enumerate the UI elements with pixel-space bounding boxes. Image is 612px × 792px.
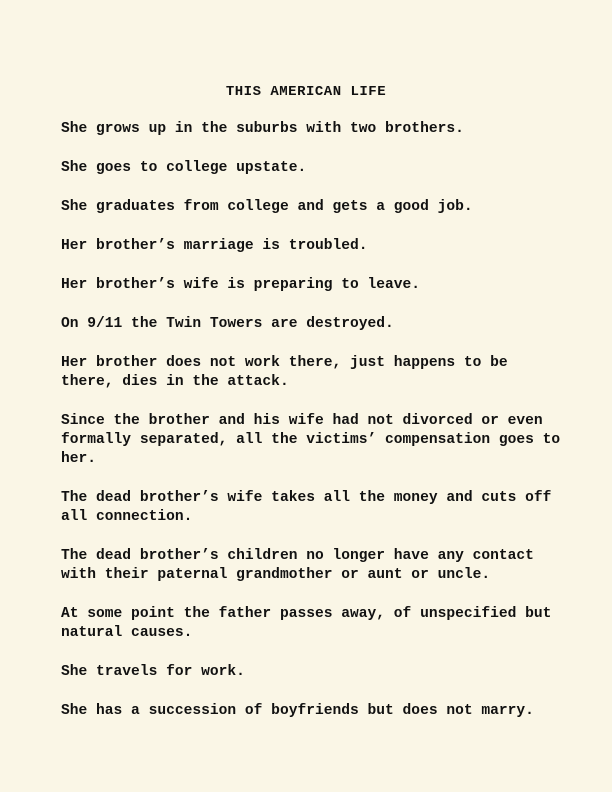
- paragraph-1: She grows up in the suburbs with two brothers.: [61, 121, 464, 137]
- paragraph-10: The dead brother’s children no longer have any contact with their paternal grandmother or aunt or uncle.: [61, 548, 534, 583]
- paragraph-7: Her brother does not work there, just happens to be there, dies in the attack.: [61, 355, 508, 390]
- paragraph-8: Since the brother and his wife had not divorced or even formally separated, all the victims’ compensation goes to her.: [61, 413, 561, 467]
- document-body: [61, 120, 561, 741]
- paragraph-6: On 9/11 the Twin Towers are destroyed.: [61, 316, 394, 332]
- paragraph-11: At some point the father passes away, of unspecified but natural causes.: [61, 606, 552, 641]
- paragraph-12: She travels for work.: [61, 664, 245, 680]
- paragraph-2: She goes to college upstate.: [61, 160, 307, 176]
- paragraph-9: The dead brother’s wife takes all the money and cuts off all connection.: [61, 490, 552, 525]
- paragraph-3: She graduates from college and gets a good job.: [61, 199, 473, 215]
- paragraph-13: She has a succession of boyfriends but does not marry.: [61, 703, 534, 719]
- document-title: THIS AMERICAN LIFE: [225, 84, 387, 100]
- paragraph-4: Her brother’s marriage is troubled.: [61, 238, 368, 254]
- paragraph-5: Her brother’s wife is preparing to leave.: [61, 277, 421, 293]
